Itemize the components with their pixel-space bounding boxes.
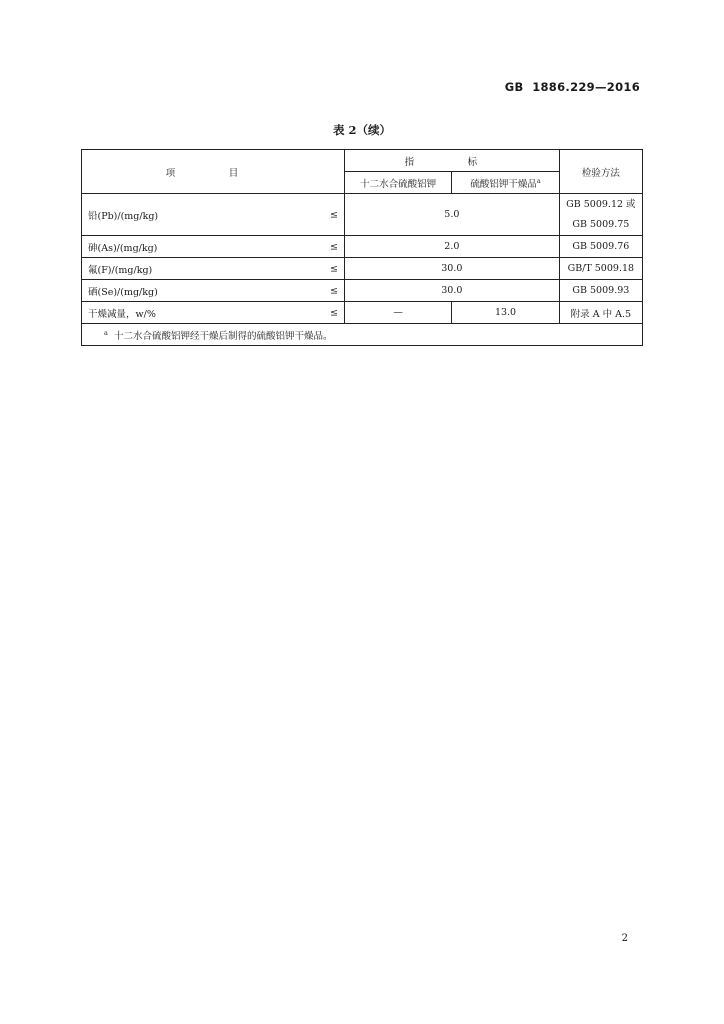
doc-prefix: GB xyxy=(504,80,524,94)
le-symbol: ≤ xyxy=(330,209,338,220)
header-item: 项 目 xyxy=(82,150,345,194)
le-symbol: ≤ xyxy=(330,307,338,318)
table-row xyxy=(82,258,643,280)
le-symbol: ≤ xyxy=(330,263,338,274)
table-footnote: $^a$ 十二水合硫酸铝钾经干燥后制得的硫酸铝钾干燥品。 xyxy=(82,324,643,346)
row-value-selenium: 30.0 xyxy=(344,280,559,302)
row-value-drying-loss-dried: 13.0 xyxy=(452,302,559,324)
row-method-arsenic: GB 5009.76 xyxy=(559,236,642,258)
row-item-fluorine: 氟(F)/(mg/kg) ≤ xyxy=(82,258,345,280)
header-sub-dodecahydrate: 十二水合硫酸铝钾 xyxy=(344,172,451,194)
row-method-fluorine: GB/T 5009.18 xyxy=(559,258,642,280)
doc-number: 1886.229—2016 xyxy=(532,80,640,94)
row-method-selenium: GB 5009.93 xyxy=(559,280,642,302)
row-value-arsenic: 2.0 xyxy=(344,236,559,258)
row-value-fluorine: 30.0 xyxy=(344,258,559,280)
header-method: 检验方法 xyxy=(559,150,642,194)
table-caption: 表 2（续） xyxy=(332,123,391,137)
row-item-arsenic: 砷(As)/(mg/kg) ≤ xyxy=(82,236,345,258)
footnote-row xyxy=(82,324,643,346)
table-row xyxy=(82,280,643,302)
le-symbol: ≤ xyxy=(330,241,338,252)
le-symbol: ≤ xyxy=(330,285,338,296)
header-index: 指 标 xyxy=(344,150,559,172)
document-id xyxy=(505,80,640,94)
header-sub-dried: 硫酸铝钾干燥品$^a$ xyxy=(452,172,559,194)
row-value-lead: 5.0 xyxy=(344,194,559,236)
row-item-lead: 铅(Pb)/(mg/kg) ≤ xyxy=(82,194,345,236)
spec-table xyxy=(81,149,643,346)
row-method-lead: GB 5009.12 或 GB 5009.75 xyxy=(559,194,642,236)
page-number: 2 xyxy=(621,933,628,944)
row-value-drying-loss-dodecahydrate: — xyxy=(344,302,451,324)
row-item-selenium: 硒(Se)/(mg/kg) ≤ xyxy=(82,280,345,302)
table-row xyxy=(82,236,643,258)
footnote-marker: a xyxy=(536,176,541,185)
table-row xyxy=(82,194,643,236)
row-method-drying-loss: 附录 A 中 A.5 xyxy=(559,302,642,324)
row-item-drying-loss: 干燥减量，w/% ≤ xyxy=(82,302,345,324)
table-row xyxy=(82,302,643,324)
